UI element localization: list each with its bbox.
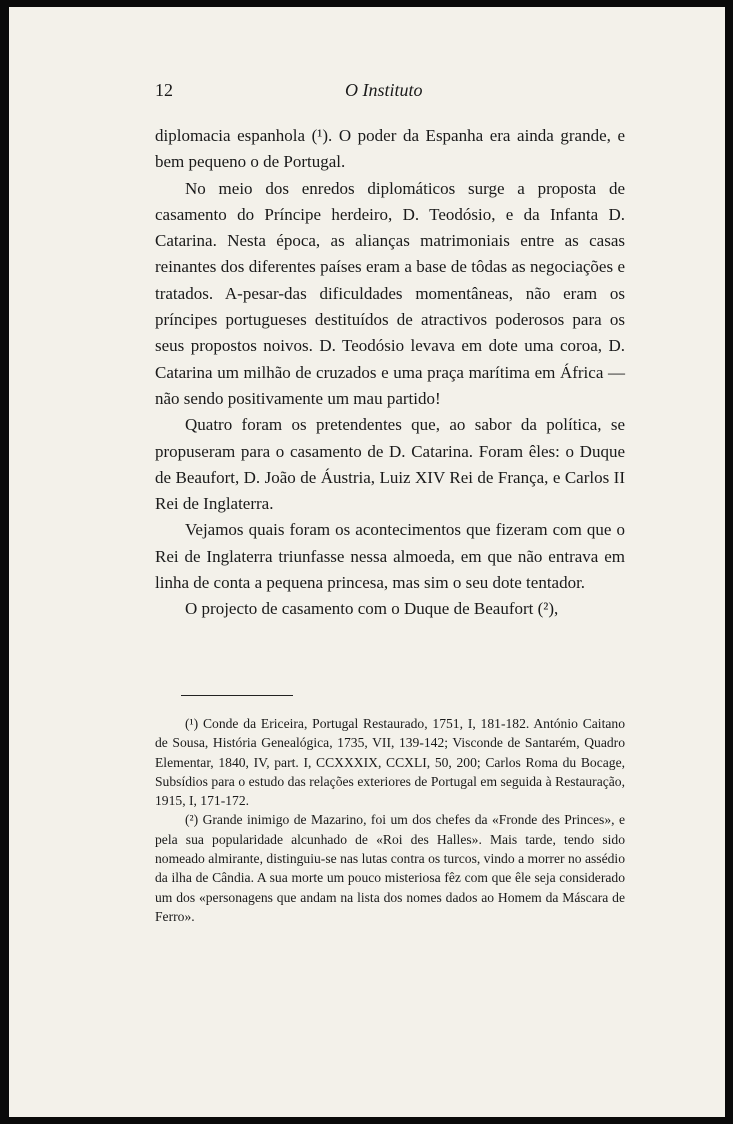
paragraph-2: No meio dos enredos diplomáticos surge a proposta de casamento do Príncipe herdeiro, D. Teodósio, e da Infanta D. Catarina. Nesta época, as alianças matrimoniais entre as casas reinantes dos diferentes países eram a base de tôdas as negociações e tratados. A-pesar-das dificuldades momentâneas, não eram os príncipes portugueses destituídos de atractivos poderosos para os seus propostos noivos. D. Teodósio levava em dote uma coroa, D. Catarina um milhão de cruzados e uma praça marítima em África — não sendo positivamente um mau partido! <box>155 178 625 408</box>
footnote-text: Conde da Ericeira, Portugal Restaurado, 1751, I, 181-182. António Caitano de Sousa, História Genealógica, 1735, VII, 139-142; Visconde de Santarém, Quadro Elementar, 1840, IV, part. I, CCXXXIX, CCXLI, 50, 200; Carlos Roma du Bocage, Subsídios para o estudo das relações exteriores de Portugal em seguida à Restauração, 1915, I, 171-172. <box>155 716 625 809</box>
body-text <box>155 123 625 623</box>
paragraph-4: Vejamos quais foram os acontecimentos que fizeram com que o Rei de Inglaterra triunfasse nessa almoeda, em que não entrava em linha de conta a pequena princesa, mas sim o seu dote tentador. <box>155 520 625 593</box>
running-title: O Instituto <box>345 80 423 100</box>
paragraph-5: O projecto de casamento com o Duque de Beaufort (²), <box>185 599 559 619</box>
book-page <box>9 7 725 1117</box>
footnotes <box>155 714 625 926</box>
paragraph-1: diplomacia espanhola (¹). O poder da Espanha era ainda grande, e bem pequeno o de Portugal. <box>155 126 625 172</box>
paragraph-3: Quatro foram os pretendentes que, ao sabor da política, se propuseram para o casamento de D. Catarina. Foram êles: o Duque de Beaufort, D. João de Áustria, Luiz XIV Rei de França, e Carlos II Rei de Inglaterra. <box>155 415 625 514</box>
footnote-marker: (²) <box>185 812 199 828</box>
footnote-text: Grande inimigo de Mazarino, foi um dos chefes da «Fronde des Princes», e pela sua popularidade alcunhado de «Roi des Halles». Mais tarde, tendo sido nomeado almirante, distinguiu-se nas lutas contra os turcos, vindo a morrer no assédio da ilha de Cândia. A sua morte um pouco misteriosa fêz com que êle seja considerado um dos «personagens que andam na lista dos nomes dados ao Homem da Máscara de Ferro». <box>155 812 625 924</box>
footnote-1 <box>155 714 625 810</box>
running-head <box>155 80 435 110</box>
footnote-divider <box>181 695 293 696</box>
footnote-2 <box>155 810 625 926</box>
footnote-marker: (¹) <box>185 716 199 731</box>
page-number: 12 <box>155 80 173 100</box>
